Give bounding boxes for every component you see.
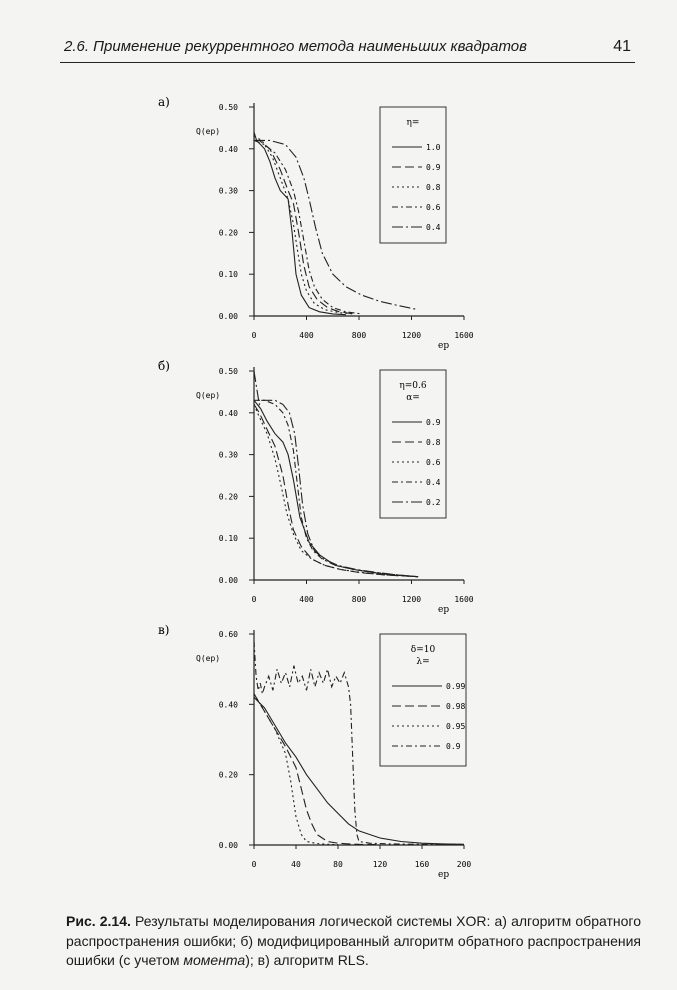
panel-1-ytick-label: 0.50 — [218, 103, 238, 112]
panel-1-xtick-label: 1600 — [454, 331, 474, 340]
panel-1-legend-label: 0.8 — [426, 183, 441, 192]
panel-2-ytick-label: 0.30 — [218, 450, 238, 460]
page-number: 41 — [613, 38, 631, 55]
panel-1-xlabel: ep — [438, 341, 450, 351]
figure-caption — [66, 912, 641, 971]
panel-3-xtick-label: 200 — [456, 860, 472, 869]
panel-2-series-line — [254, 371, 418, 577]
panel-3-ylabel: Q(ep) — [196, 654, 221, 663]
panel-1-xtick-label: 800 — [351, 331, 367, 340]
panel-3-xtick-label: 120 — [372, 860, 388, 869]
panel-2-ytick-label: 0.40 — [218, 408, 238, 418]
panel-2-legend-label: 0.9 — [426, 418, 441, 427]
panel-2-ytick-label: 0.50 — [218, 367, 238, 376]
panel-1-ytick-label: 0.30 — [218, 186, 238, 196]
panel-3-xtick-label: 40 — [291, 860, 301, 869]
panel-1-legend-title: η= — [406, 118, 420, 128]
panel-3-xtick-label: 0 — [251, 860, 257, 869]
caption-text-italic: момента — [183, 952, 246, 968]
panel-1-xtick-label: 400 — [299, 331, 314, 340]
running-header-title: 2.6. Применение рекуррентного метода наименьших квадратов — [64, 38, 527, 55]
panel-3-ytick-label: 0.00 — [218, 841, 238, 850]
panel-1-legend-label: 0.6 — [426, 203, 441, 212]
panel-1-series-line — [254, 140, 362, 314]
panel-3-legend-label: 0.95 — [446, 722, 466, 731]
panel-2-legend-label: 0.2 — [426, 498, 441, 507]
panel-3-series-line — [254, 697, 464, 844]
panel-3-ytick-label: 0.60 — [218, 630, 238, 639]
panel-2-legend-title: η=0.6 — [399, 381, 427, 391]
panel-1-series-line — [254, 132, 346, 315]
panel-1-xtick-label: 1200 — [401, 331, 422, 340]
panel-1-ytick-label: 0.20 — [218, 228, 238, 238]
panel-2-ytick-label: 0.00 — [218, 576, 238, 585]
panel-3-label: в) — [158, 623, 170, 637]
panel-2-series-line — [254, 400, 418, 576]
panel-3-xtick-label: 160 — [414, 860, 430, 869]
panel-1-ytick-label: 0.40 — [218, 144, 238, 154]
panel-1-series-line — [254, 140, 418, 309]
panel-3-ytick-label: 0.40 — [218, 700, 238, 710]
caption-text-2: ); в) алгоритм RLS. — [245, 952, 369, 968]
panel-1-legend-label: 0.4 — [426, 223, 441, 232]
panel-2-xtick-label: 0 — [251, 595, 257, 604]
panel-1-ytick-label: 0.10 — [218, 270, 238, 280]
panel-2-xtick-label: 1200 — [401, 595, 422, 604]
panel-2-ytick-label: 0.10 — [218, 534, 238, 544]
panel-1-ytick-label: 0.00 — [218, 312, 238, 321]
caption-text-1: Результаты моделирования логической системы XOR: а) алгоритм обратного распространения ошибки; б) модифицированный алгоритм обратного распространения ошибки (с учетом — [66, 913, 641, 968]
panel-2-xtick-label: 400 — [299, 595, 314, 604]
caption-label: Рис. 2.14. — [66, 913, 131, 929]
panel-3-legend-label: 0.9 — [446, 742, 461, 751]
panel-2-ylabel: Q(ep) — [196, 391, 221, 400]
panel-1-label: а) — [158, 95, 170, 109]
panel-2-legend-label: 0.6 — [426, 458, 441, 467]
panel-3-ytick-label: 0.20 — [218, 770, 238, 780]
panel-2-xtick-label: 800 — [351, 595, 367, 604]
panel-3-series-line — [254, 694, 380, 845]
panel-3-legend-label: 0.98 — [446, 702, 466, 711]
panel-2-label: б) — [158, 359, 170, 373]
panel-1-xtick-label: 0 — [251, 331, 257, 340]
panel-2-series-line — [254, 404, 418, 576]
panel-1-series-line — [254, 140, 354, 314]
panel-2-xtick-label: 1600 — [454, 595, 474, 604]
panel-2-xlabel: ep — [438, 605, 450, 615]
panel-1-ylabel: Q(ep) — [196, 127, 221, 136]
panel-3-legend-title: δ=10 — [410, 645, 436, 655]
panel-1-legend-label: 1.0 — [426, 143, 441, 152]
panel-2-ytick-label: 0.20 — [218, 492, 238, 502]
panel-3-xlabel: ep — [438, 870, 450, 880]
panel-3-xtick-label: 80 — [333, 860, 343, 869]
panel-2-legend-title: α= — [406, 393, 420, 403]
panel-3-legend-title: λ= — [416, 657, 430, 667]
panel-2-series-line — [254, 404, 418, 576]
panel-2-series-line — [254, 400, 418, 576]
panel-1-legend-label: 0.9 — [426, 163, 441, 172]
panel-2-legend-label: 0.8 — [426, 438, 441, 447]
panel-2-legend-label: 0.4 — [426, 478, 441, 487]
panel-3-legend-label: 0.99 — [446, 682, 466, 691]
panel-1-series-line — [254, 136, 354, 314]
